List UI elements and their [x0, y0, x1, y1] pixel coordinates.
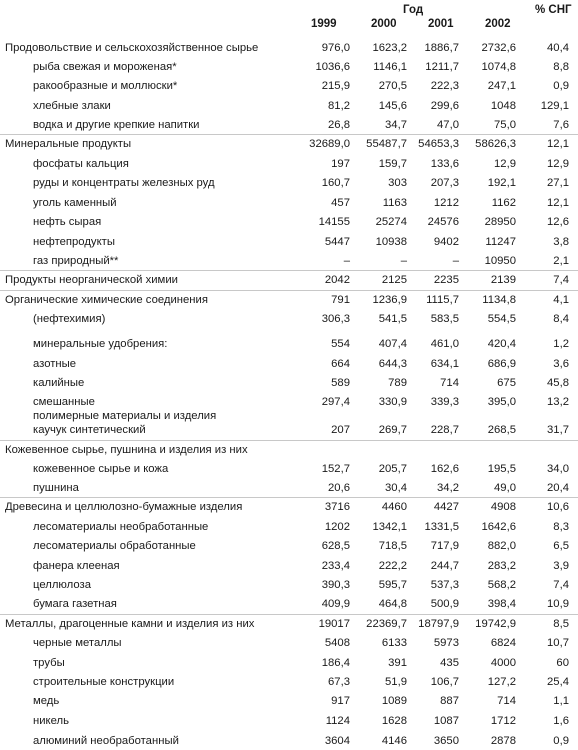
value-2002: 12,9 — [494, 158, 516, 170]
table-row — [0, 655, 578, 671]
year-2001-header: 2001 — [428, 18, 454, 30]
value-cis-percent: 20,4 — [547, 482, 569, 494]
value-2002: 268,5 — [487, 424, 516, 436]
value-2001: 1212 — [433, 197, 459, 209]
value-cis-percent: 25,4 — [547, 676, 569, 688]
value-2000: 1089 — [381, 695, 407, 707]
section-divider — [0, 497, 578, 498]
row-label: Продукты неорганической химии — [5, 274, 178, 286]
value-2000: 2125 — [381, 274, 407, 286]
value-2002: 554,5 — [487, 313, 516, 325]
value-1999: 664 — [331, 358, 350, 370]
value-cis-percent: 27,1 — [547, 177, 569, 189]
table-row-section — [0, 292, 578, 308]
row-label: медь — [33, 695, 60, 707]
table-row-section — [0, 442, 578, 458]
value-2002: 2139 — [490, 274, 516, 286]
table-row — [0, 175, 578, 191]
table-row-section — [0, 136, 578, 152]
value-2001: 162,6 — [430, 463, 459, 475]
value-cis-percent: 12,9 — [547, 158, 569, 170]
value-2001: 133,6 — [430, 158, 459, 170]
row-label: азотные — [33, 358, 77, 370]
value-cis-percent: 45,8 — [547, 377, 569, 389]
value-2001: 5973 — [433, 637, 459, 649]
value-cis-percent: 1,2 — [553, 338, 569, 350]
value-cis-percent: 10,6 — [547, 501, 569, 513]
value-2001: 1886,7 — [424, 42, 459, 54]
value-2000: 269,7 — [378, 424, 407, 436]
value-2001: 18797,9 — [418, 618, 459, 630]
value-2001: 34,2 — [437, 482, 459, 494]
row-label: Органические химические соединения — [5, 294, 208, 306]
value-2000: 10938 — [375, 236, 407, 248]
value-cis-percent: 8,8 — [553, 61, 569, 73]
value-2002: 283,2 — [487, 560, 516, 572]
value-2002: 28950 — [484, 216, 516, 228]
table-row — [0, 311, 578, 327]
value-2000: – — [400, 255, 407, 267]
value-1999: 976,0 — [321, 42, 350, 54]
table-row — [0, 78, 578, 94]
value-2002: 49,0 — [494, 482, 516, 494]
value-2001: 1087 — [433, 715, 459, 727]
value-2001: 228,7 — [430, 424, 459, 436]
value-1999: 628,5 — [321, 540, 350, 552]
value-cis-percent: 7,4 — [553, 579, 569, 591]
value-1999: 5408 — [324, 637, 350, 649]
value-2000: 464,8 — [378, 598, 407, 610]
value-1999: 20,6 — [328, 482, 350, 494]
value-2002: 675 — [497, 377, 516, 389]
table-row — [0, 480, 578, 496]
value-cis-percent: 7,6 — [553, 119, 569, 131]
row-label: фанера клееная — [33, 560, 120, 572]
value-2001: 435 — [440, 657, 459, 669]
value-cis-percent: 31,7 — [547, 424, 569, 436]
value-1999: 197 — [331, 158, 350, 170]
table-row — [0, 733, 578, 749]
value-2001: 54653,3 — [418, 138, 459, 150]
value-cis-percent: 8,5 — [553, 618, 569, 630]
value-1999: 1202 — [324, 521, 350, 533]
value-1999: 917 — [331, 695, 350, 707]
value-2001: 714 — [440, 377, 459, 389]
section-divider — [0, 290, 578, 291]
table-row — [0, 596, 578, 612]
row-label: калийные — [33, 377, 85, 389]
value-1999: 2042 — [324, 274, 350, 286]
value-2001: 244,7 — [430, 560, 459, 572]
value-2000: 407,4 — [378, 338, 407, 350]
value-2002: 2732,6 — [481, 42, 516, 54]
value-2002: 395,0 — [487, 396, 516, 408]
value-2002: 1712 — [490, 715, 516, 727]
table-row — [0, 336, 578, 352]
table-row — [0, 577, 578, 593]
value-2001: 461,0 — [430, 338, 459, 350]
value-1999: 457 — [331, 197, 350, 209]
row-label: трубы — [33, 657, 65, 669]
row-label: уголь каменный — [33, 197, 117, 209]
table-row-section — [0, 499, 578, 515]
section-divider — [0, 270, 578, 271]
value-2002: 6824 — [490, 637, 516, 649]
value-cis-percent: 40,4 — [547, 42, 569, 54]
value-cis-percent: 3,8 — [553, 236, 569, 248]
value-2001: 634,1 — [430, 358, 459, 370]
value-2000: 303 — [388, 177, 407, 189]
value-cis-percent: 12,1 — [547, 138, 569, 150]
row-label: руды и концентраты железных руд — [33, 177, 215, 189]
value-2000: 6133 — [381, 637, 407, 649]
row-label: хлебные злаки — [33, 100, 111, 112]
value-2002: 75,0 — [494, 119, 516, 131]
value-cis-percent: 0,9 — [553, 735, 569, 747]
table-row — [0, 408, 578, 438]
value-2002: 1642,6 — [481, 521, 516, 533]
value-2002: 1134,8 — [482, 294, 516, 306]
value-2000: 22369,7 — [366, 618, 407, 630]
value-1999: 67,3 — [328, 676, 350, 688]
row-label: водка и другие крепкие напитки — [33, 119, 200, 131]
table-row — [0, 156, 578, 172]
value-2002: 10950 — [484, 255, 516, 267]
value-1999: 19017 — [318, 618, 350, 630]
value-2000: 205,7 — [378, 463, 407, 475]
value-2000: 55487,7 — [366, 138, 407, 150]
value-1999: – — [343, 255, 350, 267]
value-1999: 390,3 — [321, 579, 350, 591]
year-group-header: Год — [403, 4, 424, 16]
value-1999: 3604 — [324, 735, 350, 747]
value-2001: 1115,7 — [426, 294, 459, 306]
value-2001: 500,9 — [430, 598, 459, 610]
value-cis-percent: 12,1 — [547, 197, 569, 209]
value-1999: 3716 — [324, 501, 350, 513]
row-label: ракообразные и моллюски* — [33, 80, 178, 92]
row-label: нефть сырая — [33, 216, 102, 228]
value-2000: 1342,1 — [372, 521, 407, 533]
value-2001: 4427 — [433, 501, 459, 513]
value-2002: 568,2 — [487, 579, 516, 591]
value-2002: 1048 — [490, 100, 516, 112]
value-cis-percent: 10,9 — [547, 598, 569, 610]
value-2001: 106,7 — [430, 676, 459, 688]
value-cis-percent: 8,4 — [553, 313, 569, 325]
value-2000: 644,3 — [378, 358, 407, 370]
value-cis-percent: 1,1 — [553, 695, 569, 707]
value-1999: 297,4 — [321, 396, 350, 408]
row-label: Минеральные продукты — [5, 138, 132, 150]
table-row — [0, 375, 578, 391]
year-2000-header: 2000 — [371, 18, 397, 30]
value-2002: 714 — [497, 695, 516, 707]
value-cis-percent: 0,9 — [553, 80, 569, 92]
table-row — [0, 195, 578, 211]
value-2001: 1331,5 — [424, 521, 459, 533]
value-2001: 537,3 — [430, 579, 459, 591]
value-1999: 14155 — [318, 216, 350, 228]
year-1999-header: 1999 — [311, 18, 337, 30]
row-label: черные металлы — [33, 637, 122, 649]
value-2002: 398,4 — [487, 598, 516, 610]
row-label: газ природный** — [33, 255, 119, 267]
value-2000: 4460 — [381, 501, 407, 513]
value-2001: 299,6 — [430, 100, 459, 112]
row-label: бумага газетная — [33, 598, 117, 610]
value-2002: 11247 — [485, 236, 516, 248]
row-label: лесоматериалы обработанные — [33, 540, 196, 552]
value-cis-percent: 12,6 — [547, 216, 569, 228]
row-label: полимерные материалы и изделия каучук синтетический — [33, 410, 217, 436]
row-label: Металлы, драгоценные камни и изделия из них — [5, 618, 255, 630]
value-cis-percent: 34,0 — [547, 463, 569, 475]
value-2002: 4908 — [490, 501, 516, 513]
value-1999: 791 — [331, 294, 350, 306]
row-label: рыба свежая и мороженая* — [33, 61, 177, 73]
table-row-section — [0, 272, 578, 288]
value-2000: 51,9 — [385, 676, 407, 688]
row-label: алюминий необработанный — [33, 735, 179, 747]
value-2002: 2878 — [490, 735, 516, 747]
table-row — [0, 519, 578, 535]
row-label: пушнина — [33, 482, 79, 494]
row-label: строительные конструкции — [33, 676, 175, 688]
value-2001: 24576 — [427, 216, 459, 228]
table-row — [0, 713, 578, 729]
table-row — [0, 356, 578, 372]
value-1999: 306,3 — [321, 313, 350, 325]
value-cis-percent: 13,2 — [547, 396, 569, 408]
table-row — [0, 635, 578, 651]
value-1999: 160,7 — [321, 177, 350, 189]
value-2002: 1162 — [491, 197, 516, 209]
value-1999: 554 — [331, 338, 350, 350]
value-2002: 127,2 — [487, 676, 516, 688]
section-divider — [0, 614, 578, 615]
row-label: лесоматериалы необработанные — [33, 521, 209, 533]
value-2002: 19742,9 — [475, 618, 516, 630]
value-2001: 887 — [440, 695, 459, 707]
cis-percent-header: % СНГ — [535, 4, 572, 16]
value-2002: 192,1 — [487, 177, 516, 189]
value-2001: 47,0 — [437, 119, 459, 131]
value-1999: 215,9 — [321, 80, 350, 92]
value-2000: 270,5 — [378, 80, 407, 92]
value-cis-percent: 129,1 — [540, 100, 569, 112]
value-2000: 330,9 — [378, 396, 407, 408]
table-row — [0, 117, 578, 133]
value-cis-percent: 3,6 — [553, 358, 569, 370]
value-1999: 409,9 — [321, 598, 350, 610]
value-1999: 233,4 — [321, 560, 350, 572]
row-label: никель — [33, 715, 70, 727]
value-2001: – — [452, 255, 459, 267]
section-divider — [0, 134, 578, 135]
value-2000: 34,7 — [385, 119, 407, 131]
value-2002: 686,9 — [487, 358, 516, 370]
section-divider — [0, 440, 578, 441]
value-2002: 420,4 — [487, 338, 516, 350]
row-label: кожевенное сырье и кожа — [33, 463, 169, 475]
row-label: Древесина и целлюлозно-бумажные изделия — [5, 501, 243, 513]
value-2000: 25274 — [375, 216, 407, 228]
value-2002: 195,5 — [487, 463, 516, 475]
value-cis-percent: 2,1 — [553, 255, 569, 267]
table-row — [0, 558, 578, 574]
row-label: (нефтехимия) — [33, 313, 106, 325]
value-2001: 3650 — [433, 735, 459, 747]
table-row — [0, 98, 578, 114]
value-2000: 222,2 — [378, 560, 407, 572]
row-label: фосфаты кальция — [33, 158, 129, 170]
value-cis-percent: 8,3 — [553, 521, 569, 533]
value-2001: 207,3 — [430, 177, 459, 189]
value-1999: 589 — [331, 377, 350, 389]
row-label: целлюлоза — [33, 579, 91, 591]
value-2000: 1146,1 — [373, 61, 407, 73]
value-2000: 1623,2 — [372, 42, 407, 54]
value-2001: 339,3 — [430, 396, 459, 408]
value-1999: 81,2 — [328, 100, 350, 112]
value-cis-percent: 4,1 — [553, 294, 569, 306]
value-2000: 789 — [388, 377, 407, 389]
value-2001: 9402 — [433, 236, 459, 248]
year-2002-header: 2002 — [485, 18, 511, 30]
row-label: Кожевенное сырье, пушнина и изделия из них — [5, 444, 248, 456]
table-row — [0, 59, 578, 75]
row-label: нефтепродукты — [33, 236, 115, 248]
value-cis-percent: 3,9 — [553, 560, 569, 572]
value-2000: 30,4 — [385, 482, 407, 494]
value-1999: 26,8 — [328, 119, 350, 131]
row-label: смешанные — [33, 396, 95, 408]
table-row — [0, 693, 578, 709]
value-cis-percent: 1,6 — [553, 715, 569, 727]
value-2000: 1236,9 — [372, 294, 407, 306]
value-2000: 1628 — [381, 715, 407, 727]
value-2000: 145,6 — [378, 100, 407, 112]
value-2002: 58626,3 — [475, 138, 516, 150]
row-label: Продовольствие и сельскохозяйственное сырье — [5, 42, 259, 54]
value-1999: 152,7 — [321, 463, 350, 475]
value-1999: 1124 — [325, 715, 350, 727]
table-row — [0, 214, 578, 230]
value-2001: 1211,7 — [425, 61, 459, 73]
table-row — [0, 538, 578, 554]
table-row — [0, 674, 578, 690]
value-2000: 159,7 — [378, 158, 407, 170]
table-row — [0, 461, 578, 477]
value-cis-percent: 10,7 — [547, 637, 569, 649]
value-cis-percent: 6,5 — [553, 540, 569, 552]
value-2001: 717,9 — [430, 540, 459, 552]
value-2000: 4146 — [381, 735, 407, 747]
table-row — [0, 253, 578, 269]
value-2002: 4000 — [490, 657, 516, 669]
value-2001: 2235 — [433, 274, 459, 286]
value-1999: 207 — [331, 424, 350, 436]
row-label: минеральные удобрения: — [33, 338, 168, 350]
table-row-section — [0, 40, 578, 56]
table-row-section — [0, 616, 578, 632]
value-2000: 718,5 — [378, 540, 407, 552]
value-2000: 391 — [388, 657, 407, 669]
value-1999: 186,4 — [321, 657, 350, 669]
value-2000: 541,5 — [378, 313, 407, 325]
value-cis-percent: 7,4 — [553, 274, 569, 286]
value-2002: 247,1 — [487, 80, 516, 92]
value-2001: 583,5 — [430, 313, 459, 325]
value-2000: 1163 — [382, 197, 407, 209]
value-2002: 882,0 — [487, 540, 516, 552]
value-1999: 32689,0 — [309, 138, 350, 150]
value-2001: 222,3 — [430, 80, 459, 92]
value-cis-percent: 60 — [556, 657, 569, 669]
value-2002: 1074,8 — [481, 61, 516, 73]
table-row — [0, 234, 578, 250]
value-1999: 1036,6 — [315, 61, 350, 73]
value-1999: 5447 — [324, 236, 350, 248]
value-2000: 595,7 — [378, 579, 407, 591]
